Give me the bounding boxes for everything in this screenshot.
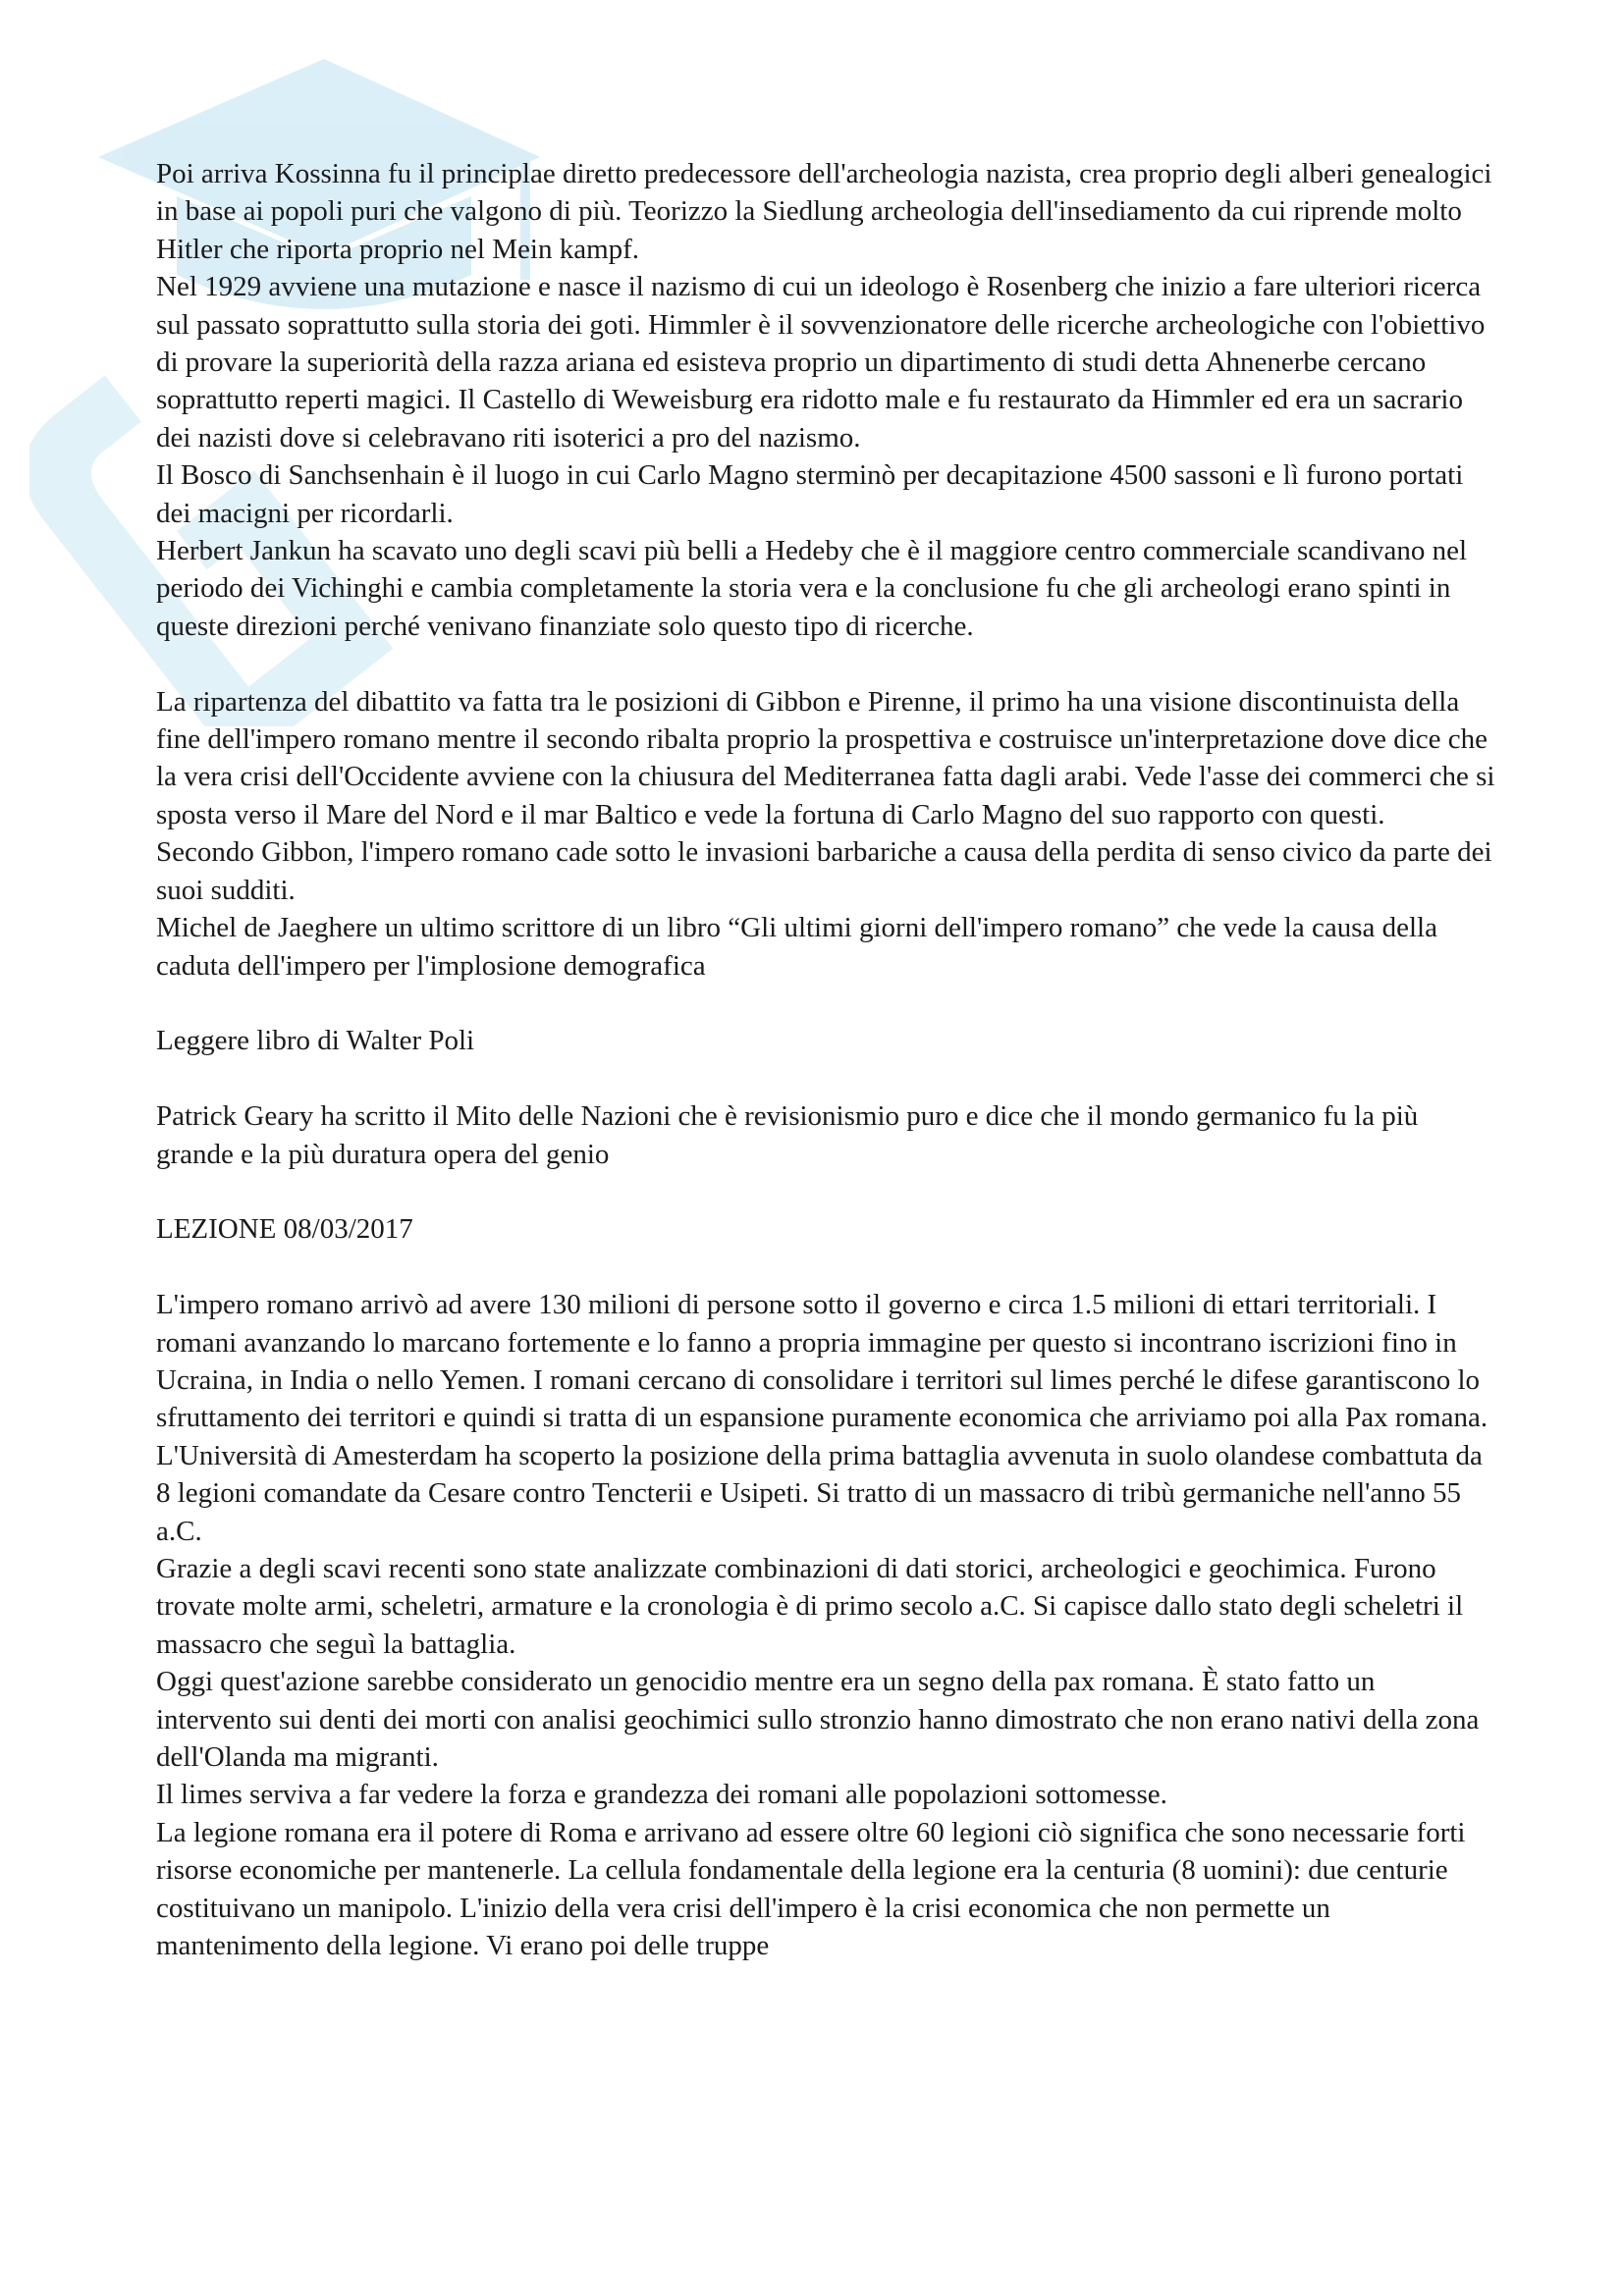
paragraph-jaeghere: Michel de Jaeghere un ultimo scrittore di un libro “Gli ultimi giorni dell'impero romano” che vede la causa della caduta dell'impero per l'implosione demografica — [156, 912, 1437, 982]
paragraph-walter-poli: Leggere libro di Walter Poli — [156, 1025, 475, 1057]
paragraph-geary: Patrick Geary ha scritto il Mito delle Nazioni che è revisionismio puro e dice che il mondo germanico fu la più grande e la più duratura opera del genio — [156, 1100, 1419, 1170]
paragraph-gibbon: Secondo Gibbon, l'impero romano cade sotto le invasioni barbariche a causa della perdita di senso civico da parte dei suoi sudditi. — [156, 836, 1492, 906]
blank-line — [156, 645, 1496, 682]
blank-line — [156, 1060, 1496, 1097]
blank-line — [156, 1173, 1496, 1210]
paragraph-jankun: Herbert Jankun ha scavato uno degli scavi più belli a Hedeby che è il maggiore centro commerciale scandivano nel periodo dei Vichinghi e cambia completamente la storia vera e la conclusione fu che gli archeologi erano spinti in queste direzioni perché venivano finanziate solo questo tipo di ricerche. — [156, 535, 1468, 642]
blank-line — [156, 1249, 1496, 1286]
paragraph-genocidio: Oggi quest'azione sarebbe considerato un genocidio mentre era un segno della pax romana. È stato fatto un intervento sui denti dei morti con analisi geochimici sullo stronzio hanno dimostrato che non erano nativi della zona dell'Olanda ma migranti. — [156, 1666, 1480, 1773]
paragraph-amsterdam: L'Università di Amesterdam ha scoperto la posizione della prima battaglia avvenuta in suolo olandese combattuta da 8 legioni comandate da Cesare contro Tencterii e Usipeti. Si tratto di un massacro di tribù germaniche nell'anno 55 a.C. — [156, 1439, 1483, 1547]
paragraph-kossinna: Poi arriva Kossinna fu il principlae diretto predecessore dell'archeologia nazista, crea proprio degli alberi genealogici in base ai popoli puri che valgono di più. Teorizzo la Siedlung archeologia dell'insediamento da cui riprende molto Hitler che riporta proprio nel Mein kampf. — [156, 158, 1492, 265]
paragraph-sanchsenhain: Il Bosco di Sanchsenhain è il luogo in cui Carlo Magno sterminò per decapitazione 4500 sassoni e lì furono portati dei macigni per ricordarli. — [156, 459, 1464, 529]
paragraph-impero-romano: L'impero romano arrivò ad avere 130 milioni di persone sotto il governo e circa 1.5 milioni di ettari territoriali. I romani avanzando lo marcano fortemente e lo fanno a propria immagine per questo si incontrano iscrizioni fino in Ucraina, in India o nello Yemen. I romani cercano di consolidare i territori sul limes perché le difese garantiscono lo sfruttamento dei territori e quindi si tratta di un espansione puramente economica che arriviamo poi alla Pax romana. — [156, 1289, 1488, 1434]
paragraph-scavi: Grazie a degli scavi recenti sono state analizzate combinazioni di dati storici, archeologici e geochimica. Furono trovate molte armi, scheletri, armature e la cronologia è di primo secolo a.C. Si capisce dallo stato degli scheletri il massacro che seguì la battaglia. — [156, 1552, 1464, 1660]
blank-line — [156, 985, 1496, 1022]
paragraph-limes: Il limes serviva a far vedere la forza e grandezza dei romani alle popolazioni sottomesse. — [156, 1779, 1167, 1811]
lesson-heading: LEZIONE 08/03/2017 — [156, 1213, 413, 1246]
paragraph-nazismo: Nel 1929 avviene una mutazione e nasce il nazismo di cui un ideologo è Rosenberg che inizio a fare ulteriori ricerca sul passato soprattutto sulla storia dei goti. Himmler è il sovvenzionatore delle ricerche archeologiche con l'obiettivo di provare la superiorità della razza ariana ed esisteva proprio un dipartimento di studi detta Ahnenerbe cercano soprattutto reperti magici. Il Castello di Weweisburg era ridotto male e fu restaurato da Himmler ed era un sacrario dei nazisti dove si celebravano riti isoterici a pro del nazismo. — [156, 271, 1486, 454]
paragraph-legione: La legione romana era il potere di Roma e arrivano ad essere oltre 60 legioni ciò significa che sono necessarie forti risorse economiche per mantenerle. La cellula fondamentale della legione era la centuria (8 uomini): due centurie costituivano un manipolo. L'inizio della vera crisi dell'impero è la crisi economica che non permette un mantenimento della legione. Vi erano poi delle truppe — [156, 1816, 1466, 1962]
paragraph-gibbon-pirenne: La ripartenza del dibattito va fatta tra le posizioni di Gibbon e Pirenne, il primo ha una visione discontinuista della fine dell'impero romano mentre il secondo ribalta proprio la prospettiva e costruisce un'interpretazione dove dice che la vera crisi dell'Occidente avviene con la chiusura del Mediterranea fatta dagli arabi. Vede l'asse dei commerci che si sposta verso il Mare del Nord e il mar Baltico e vede la fortuna di Carlo Magno del suo rapporto con questi. — [156, 685, 1495, 830]
document-body — [156, 155, 1496, 1964]
